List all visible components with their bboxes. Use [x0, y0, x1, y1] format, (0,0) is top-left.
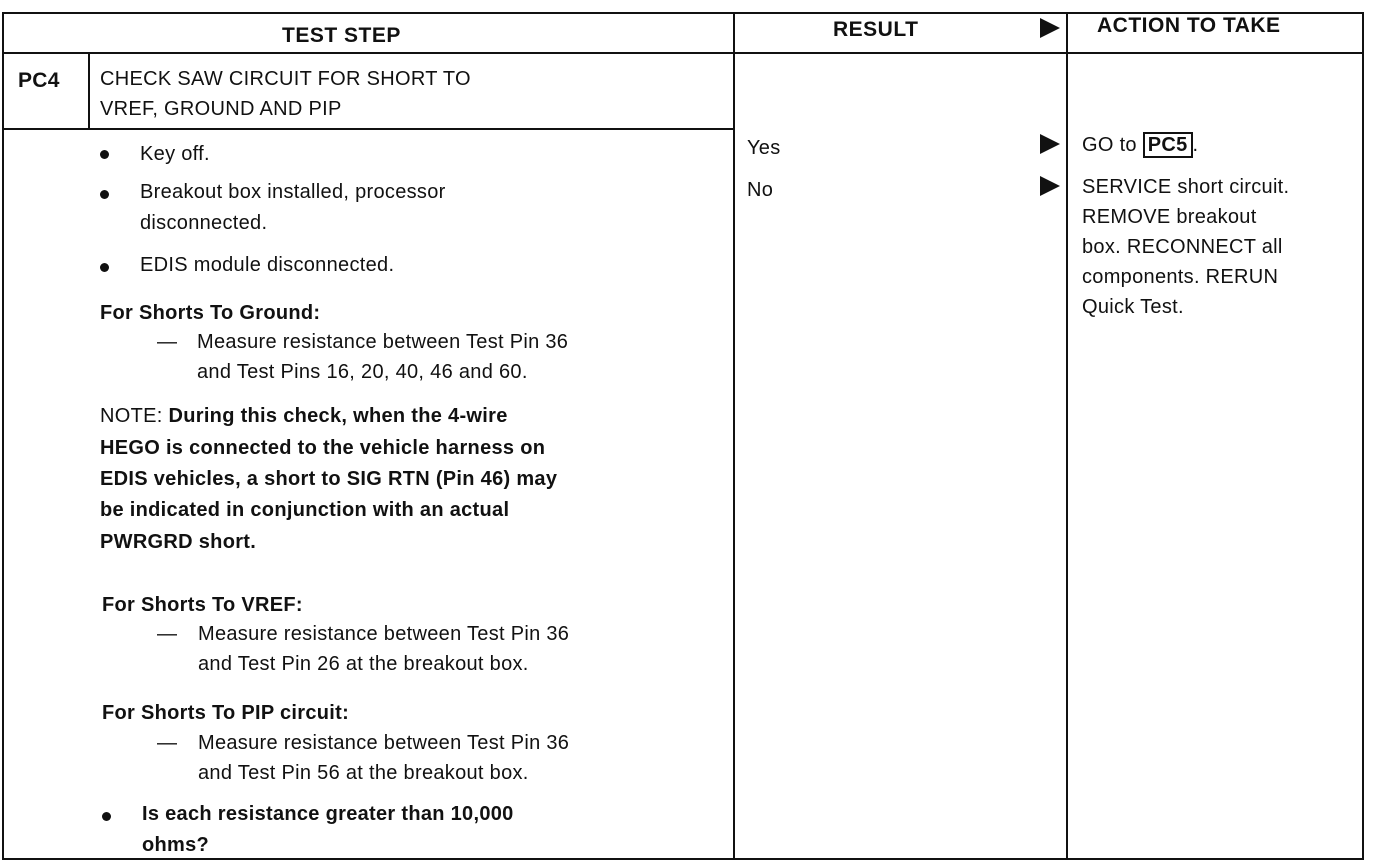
vref-instruction-line-1: Measure resistance between Test Pin 36 [198, 623, 570, 645]
pip-instruction-line-2: and Test Pin 56 at the breakout box. [198, 762, 529, 784]
result-column-divider [733, 12, 735, 860]
vref-instruction-line-2: and Test Pin 26 at the breakout box. [198, 653, 529, 675]
note-line-4: be indicated in conjunction with an actual [100, 499, 510, 521]
question-line-1: Is each resistance greater than 10,000 [142, 803, 514, 825]
no-arrow-icon [1040, 176, 1060, 196]
dash-icon: — [157, 732, 177, 754]
pip-instruction-line-1: Measure resistance between Test Pin 36 [198, 732, 570, 754]
note-text-1: During this check, when the 4-wire [168, 405, 508, 427]
note-line-1 [100, 401, 508, 431]
ground-instruction-line-2: and Test Pins 16, 20, 40, 46 and 60. [197, 361, 528, 383]
yes-arrow-icon [1040, 134, 1060, 154]
result-no: No [747, 179, 774, 201]
action-no-line-3: box. RECONNECT all [1082, 236, 1283, 258]
note-line-5: PWRGRD short. [100, 531, 257, 553]
step-title-bottom-border [2, 128, 735, 130]
note-label: NOTE: [100, 405, 169, 427]
header-bottom-border [2, 52, 1364, 54]
bullet-icon [102, 812, 111, 821]
condition-key-off: Key off. [140, 143, 210, 165]
result-yes: Yes [747, 137, 781, 159]
action-no-line-5: Quick Test. [1082, 296, 1184, 318]
bullet-icon [100, 150, 109, 159]
action-yes [1082, 130, 1198, 160]
step-id-divider [88, 54, 90, 130]
question-line-2: ohms? [142, 834, 210, 856]
ground-instruction-line-1: Measure resistance between Test Pin 36 [197, 331, 569, 353]
ground-heading: For Shorts To Ground: [100, 302, 321, 324]
table-right-border [1362, 12, 1364, 860]
bullet-icon [100, 263, 109, 272]
header-test-step: TEST STEP [282, 24, 401, 47]
action-no-line-2: REMOVE breakout [1082, 206, 1257, 228]
pip-heading: For Shorts To PIP circuit: [102, 702, 350, 724]
header-action-to-take: ACTION TO TAKE [1097, 14, 1281, 37]
step-title-line-2: VREF, GROUND AND PIP [100, 98, 342, 120]
note-line-3: EDIS vehicles, a short to SIG RTN (Pin 46) may [100, 468, 558, 490]
header-result: RESULT [833, 18, 919, 41]
pc5-reference: PC5 [1143, 132, 1193, 158]
action-no-line-1: SERVICE short circuit. [1082, 176, 1290, 198]
bullet-icon [100, 190, 109, 199]
action-no-line-4: components. RERUN [1082, 266, 1279, 288]
step-title-line-1: CHECK SAW CIRCUIT FOR SHORT TO [100, 68, 471, 90]
action-yes-prefix: GO to [1082, 134, 1143, 156]
condition-edis-module: EDIS module disconnected. [140, 254, 395, 276]
table-left-border [2, 12, 4, 860]
step-id: PC4 [18, 69, 60, 92]
action-column-divider [1066, 12, 1068, 860]
action-yes-suffix: . [1192, 134, 1199, 156]
condition-breakout-box-line-1: Breakout box installed, processor [140, 181, 446, 203]
condition-breakout-box-line-2: disconnected. [140, 212, 268, 234]
vref-heading: For Shorts To VREF: [102, 594, 303, 616]
dash-icon: — [157, 623, 177, 645]
header-arrow-icon [1040, 18, 1060, 38]
dash-icon: — [157, 331, 177, 353]
note-line-2: HEGO is connected to the vehicle harness on [100, 437, 546, 459]
